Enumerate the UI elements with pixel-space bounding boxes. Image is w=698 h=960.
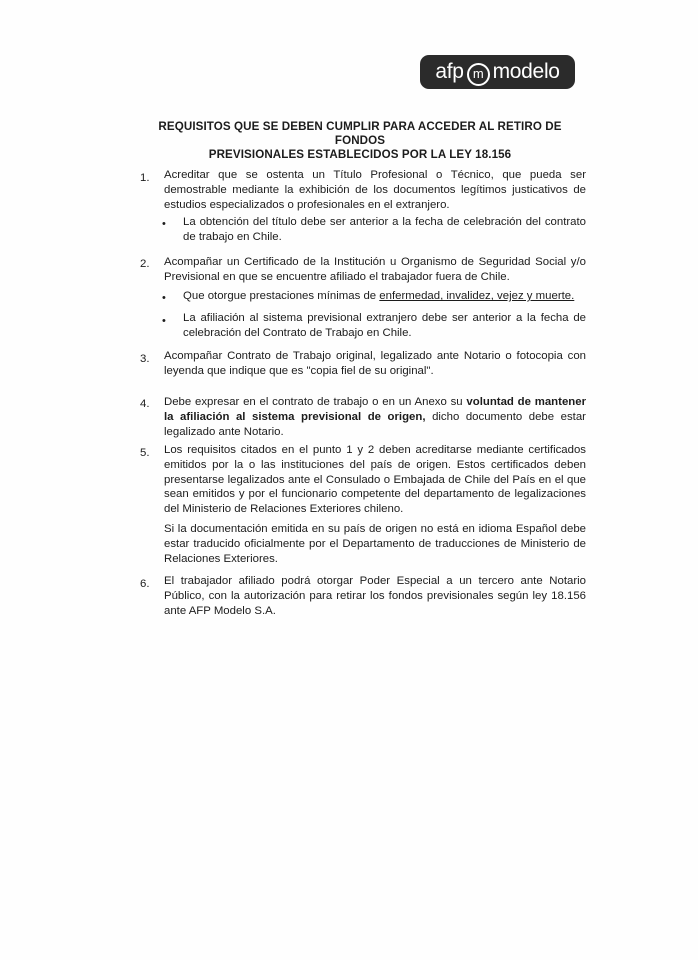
item-2-text: Acompañar un Certificado de la Institución u Organismo de Seguridad Social y/o Previsional en que se encuentre afiliado el trabajador fuera de Chile. xyxy=(164,256,586,283)
item-2-bullet-2-dot: • xyxy=(162,315,166,327)
item-2-bullet-1-text xyxy=(183,289,586,304)
title-line-2: PREVISIONALES ESTABLECIDOS POR LA LEY 18.156 xyxy=(208,148,512,161)
item-4-text xyxy=(164,395,586,439)
item-4-text-bold: voluntad de mantener la afiliación al sistema previsional de origen, xyxy=(164,396,586,423)
item-1-bullet-1-dot: • xyxy=(162,218,166,230)
logo-prefix: afp xyxy=(435,60,464,83)
item-2-bullet-1-dot: • xyxy=(162,292,166,304)
item-2-bullet-1-pre: Que otorgue prestaciones mínimas de xyxy=(183,290,380,302)
item-2-bullet-2-text: La afiliación al sistema previsional extranjero debe ser anterior a la fecha de celebración del Contrato de Trabajo en Chile. xyxy=(183,312,586,339)
item-1-text: Acreditar que se ostenta un Título Profesional o Técnico, que pueda ser demostrable mediante la exhibición de los documentos legítimos justicativos de estudios especializados o profesionales en el extranjero. xyxy=(164,169,586,211)
item-2-number: 2. xyxy=(140,258,150,270)
item-6-text: El trabajador afiliado podrá otorgar Poder Especial a un tercero ante Notario Público, con la autorización para retirar los fondos previsionales según ley 18.156 ante AFP Modelo S.A. xyxy=(164,575,586,617)
document-title xyxy=(140,120,580,162)
item-2-bullet-1-underlined: enfermedad, invalidez, vejez y muerte. xyxy=(379,290,575,302)
item-4-number: 4. xyxy=(140,398,150,410)
item-4-text-post: dicho documento debe estar legalizado ante Notario. xyxy=(164,410,586,438)
logo-m-circle: m xyxy=(467,63,490,86)
item-1-bullet-1-text: La obtención del título debe ser anterior a la fecha de celebración del contrato de trabajo en Chile. xyxy=(183,216,586,243)
item-1-number: 1. xyxy=(140,172,150,184)
item-6-number: 6. xyxy=(140,578,150,590)
title-line-1: REQUISITOS QUE SE DEBEN CUMPLIR PARA ACCEDER AL RETIRO DE FONDOS xyxy=(158,120,562,147)
afp-modelo-logo xyxy=(420,55,575,89)
item-5-text: Los requisitos citados en el punto 1 y 2 deben acreditarse mediante certificados emitidos por la o las instituciones del país de origen. Estos certificados deben presentarse legalizados ante el Consulado o Embajada de Chile del País en el que sean emitidos y por el funcionario competente del departamento de legalizaciones del Ministerio de Relaciones Exteriores chileno. xyxy=(164,444,586,516)
item-5-text-2: Si la documentación emitida en su país de origen no está en idioma Español debe estar traducido oficialmente por el Departamento de traducciones de Ministerio de Relaciones Exteriores. xyxy=(164,523,586,565)
item-3-text: Acompañar Contrato de Trabajo original, legalizado ante Notario o fotocopia con leyenda que indique que es "copia fiel de su original". xyxy=(164,350,586,377)
item-4-text-pre: Debe expresar en el contrato de trabajo o en un Anexo su xyxy=(164,396,467,408)
item-3-number: 3. xyxy=(140,353,150,365)
logo-suffix: modelo xyxy=(492,60,560,83)
item-5-number: 5. xyxy=(140,447,150,459)
